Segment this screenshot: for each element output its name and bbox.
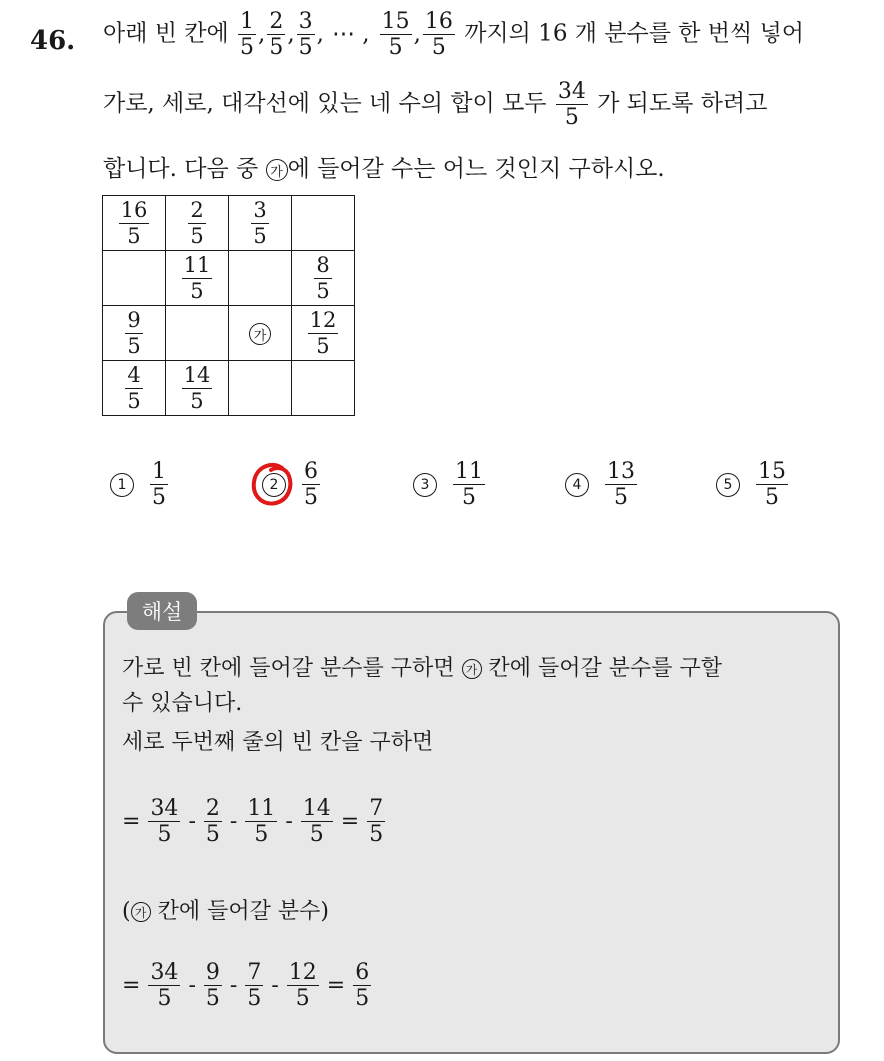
equation-fraction	[148, 797, 180, 846]
equation-operator: -	[285, 809, 293, 835]
fraction-denominator: 5	[369, 822, 384, 848]
question-line-3	[103, 150, 665, 183]
ga-mark: 가	[249, 323, 271, 345]
solution-text-1b: 칸에 들어갈 분수를 구할	[488, 656, 723, 681]
choice-number: 4	[565, 473, 589, 497]
choice-number: 5	[716, 473, 740, 497]
fraction-numerator: 9	[205, 960, 220, 985]
grid-cell-empty	[292, 361, 355, 416]
fraction-denominator: 5	[157, 822, 172, 848]
fraction-numerator: 34	[150, 960, 179, 985]
fraction-numerator: 3	[298, 9, 313, 34]
solution-equation-2	[122, 961, 373, 1010]
fraction-numerator: 8	[316, 253, 330, 278]
grid-cell-empty	[292, 196, 355, 251]
grid-cell	[166, 196, 229, 251]
grid-row	[103, 306, 355, 361]
fraction-denominator: 5	[127, 388, 141, 413]
series-fraction	[238, 10, 256, 59]
choice-fraction: $\frac{15}{5}$	[758, 459, 786, 511]
fraction-numerator: 11	[183, 253, 211, 278]
grid-fraction	[314, 254, 331, 301]
equation-fraction	[301, 797, 333, 846]
solution-text-1: 가로 빈 칸에 들어갈 분수를 구하면	[122, 656, 455, 681]
series-separator: ,	[316, 20, 324, 47]
fraction-numerator: 14	[302, 796, 331, 821]
solution-text-4: 칸에 들어갈 분수)	[157, 899, 329, 924]
equation-operator: -	[271, 973, 279, 999]
equation-operator: =	[340, 809, 360, 835]
fraction-numerator: 14	[183, 363, 211, 388]
fraction-numerator: 12	[309, 308, 337, 333]
grid-cell	[166, 251, 229, 306]
fraction-numerator: 6	[355, 960, 370, 985]
ga-mark: 가	[131, 902, 151, 922]
fraction-numerator: 34	[150, 796, 179, 821]
grid-cell	[292, 306, 355, 361]
equation-fraction	[204, 961, 222, 1010]
fraction-denominator: 5	[190, 388, 204, 413]
equation-operator: -	[188, 809, 196, 835]
grid-fraction	[125, 364, 142, 411]
grid-fraction	[308, 309, 339, 356]
solution-line-2: 수 있습니다.	[122, 691, 243, 716]
equation-fraction	[353, 961, 371, 1010]
equation-fraction	[204, 797, 222, 846]
equation-operator: -	[229, 809, 238, 835]
magic-square-grid	[102, 195, 355, 416]
fraction-numerator: 2	[269, 9, 284, 34]
fraction-denominator: 5	[355, 986, 370, 1012]
grid-cell-empty	[166, 306, 229, 361]
equation-fraction	[367, 797, 385, 846]
paren-open: (	[122, 899, 131, 924]
series-fraction	[423, 10, 455, 59]
equals-sign: =	[122, 973, 141, 999]
grid-fraction	[125, 309, 142, 356]
fraction-denominator: 5	[127, 223, 141, 248]
grid-cell	[229, 196, 292, 251]
target-sum-fraction: $\frac{34}{5}$	[557, 79, 586, 131]
fraction-numerator: 12	[288, 960, 317, 985]
grid-cell	[166, 361, 229, 416]
grid-cell	[292, 251, 355, 306]
series-fraction	[380, 10, 412, 59]
equation-fraction	[148, 961, 180, 1010]
series-separator: ,	[413, 20, 421, 47]
series-fraction	[297, 10, 315, 59]
fraction-denominator: 5	[431, 35, 446, 61]
equals-sign: =	[122, 809, 141, 835]
choice-4[interactable]	[565, 460, 639, 509]
fraction-numerator: 3	[253, 198, 267, 223]
fraction-numerator: 7	[247, 960, 262, 985]
ellipsis: ⋯ ,	[331, 20, 370, 47]
grid-fraction	[182, 364, 213, 411]
choice-fraction: $\frac{6}{5}$	[304, 459, 318, 511]
grid-row	[103, 361, 355, 416]
fraction-denominator: 5	[190, 223, 204, 248]
fraction-numerator: 1	[240, 9, 255, 34]
question-text-condition: 가로, 세로, 대각선에 있는 네 수의 합이 모두	[103, 90, 547, 117]
solution-line-1	[122, 651, 722, 682]
series-separator: ,	[258, 20, 266, 47]
fraction-denominator: 5	[247, 986, 262, 1012]
fraction-numerator: 2	[205, 796, 220, 821]
grid-cell	[103, 196, 166, 251]
grid-cell	[103, 361, 166, 416]
grid-cell-empty	[229, 361, 292, 416]
fraction-denominator: 5	[316, 333, 330, 358]
fraction-numerator: 7	[369, 796, 384, 821]
equation-fraction	[245, 797, 277, 846]
equation-fraction	[245, 961, 263, 1010]
answer-circle-mark	[251, 462, 295, 508]
choice-fraction: $\frac{1}{5}$	[152, 459, 166, 511]
series-fraction	[267, 10, 285, 59]
question-text-ask: 합니다. 다음 중	[103, 156, 259, 182]
ga-mark: 가	[462, 659, 482, 679]
fraction-numerator: 15	[381, 9, 410, 34]
fraction-denominator: 5	[127, 333, 141, 358]
fraction-denominator: 5	[254, 822, 269, 848]
choice-3[interactable]	[413, 460, 487, 509]
fraction-numerator: 9	[127, 308, 141, 333]
grid-row	[103, 196, 355, 251]
question-text-goal: 가 되도록 하려고	[597, 90, 768, 117]
choice-1[interactable]	[110, 460, 170, 509]
fraction-denominator: 5	[157, 986, 172, 1012]
series-separator: ,	[287, 20, 295, 47]
fraction-denominator: 5	[388, 35, 403, 61]
choice-number: 3	[413, 473, 437, 497]
question-number: 46.	[30, 26, 76, 56]
solution-equation-1	[122, 797, 387, 846]
grid-cell	[103, 306, 166, 361]
fraction-numerator: 11	[247, 796, 276, 821]
grid-fraction	[251, 199, 268, 246]
grid-cell-empty	[229, 251, 292, 306]
choice-fraction: $\frac{13}{5}$	[607, 459, 635, 511]
grid-fraction	[119, 199, 150, 246]
fraction-denominator: 5	[298, 35, 313, 61]
fraction-denominator: 5	[269, 35, 284, 61]
question-line-1	[103, 10, 804, 59]
equation-fraction	[287, 961, 319, 1010]
fraction-denominator: 5	[309, 822, 324, 848]
equation-operator: =	[326, 973, 346, 999]
equation-operator: -	[188, 973, 196, 999]
fraction-denominator: 5	[190, 278, 204, 303]
question-line-2	[103, 80, 767, 129]
fraction-denominator: 5	[240, 35, 255, 61]
fraction-denominator: 5	[205, 822, 220, 848]
fraction-denominator: 5	[253, 223, 267, 248]
solution-tab-label: 해설	[127, 592, 197, 630]
fraction-numerator: 4	[127, 363, 141, 388]
grid-fraction	[182, 254, 213, 301]
grid-cell-empty	[103, 251, 166, 306]
fraction-numerator: 2	[190, 198, 204, 223]
fraction-numerator: 16	[120, 198, 148, 223]
question-text-ask-end: 에 들어갈 수는 어느 것인지 구하시오.	[287, 156, 665, 182]
solution-line-3: 세로 두번째 줄의 빈 칸을 구하면	[122, 730, 434, 755]
fraction-denominator: 5	[205, 986, 220, 1012]
fraction-denominator: 5	[295, 986, 310, 1012]
grid-fraction	[188, 199, 205, 246]
grid-cell-target	[229, 306, 292, 361]
fraction-series	[236, 9, 457, 61]
fraction-numerator: 16	[424, 9, 453, 34]
fraction-denominator: 5	[316, 278, 330, 303]
question-text-intro: 아래 빈 칸에	[103, 20, 229, 47]
solution-line-4	[122, 894, 329, 925]
choice-5[interactable]	[716, 460, 790, 509]
equation-operator: -	[229, 973, 238, 999]
choice-number: 1	[110, 473, 134, 497]
ga-mark: 가	[266, 159, 288, 181]
grid-row	[103, 251, 355, 306]
choice-fraction: $\frac{11}{5}$	[455, 459, 483, 511]
choice-number: 2	[262, 473, 286, 497]
question-text-range: 까지의 16 개 분수를 한 번씩 넣어	[464, 20, 804, 47]
